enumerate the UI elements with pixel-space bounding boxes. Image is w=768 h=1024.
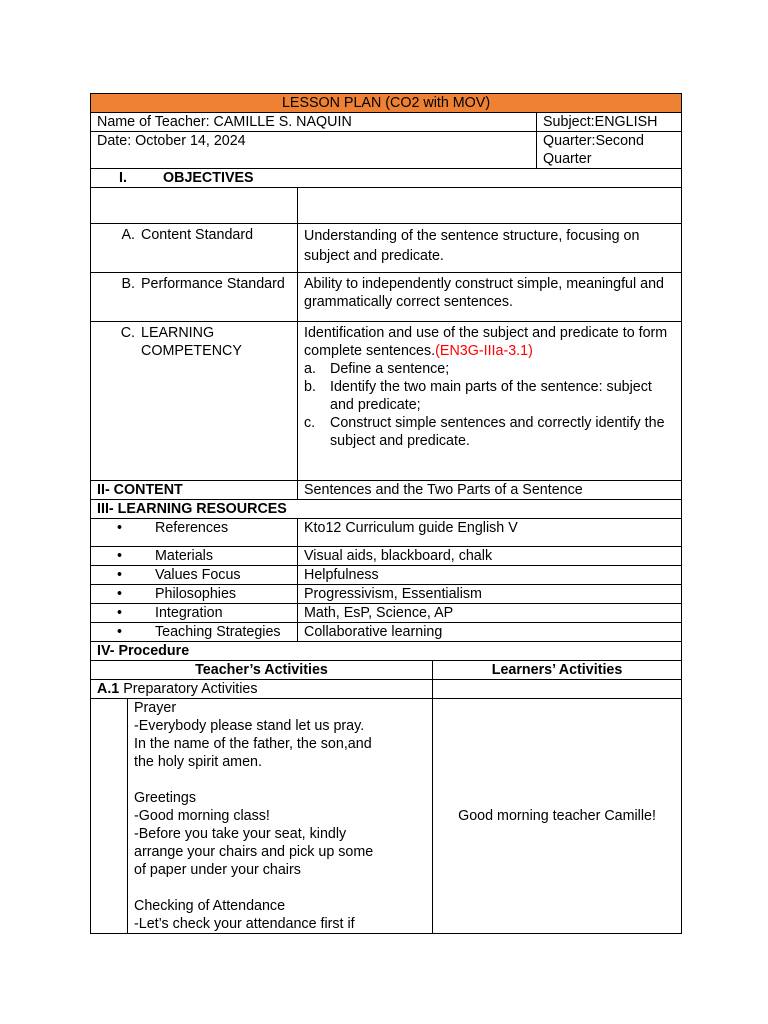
preparatory-activities: A.1 Preparatory Activities	[91, 680, 433, 699]
lesson-plan-title: LESSON PLAN (CO2 with MOV)	[91, 94, 682, 113]
competency-item: b. Identify the two main parts of the sentence: subject and predicate;	[304, 379, 652, 413]
resource-value-integration: Math, EsP, Science, AP	[298, 604, 682, 623]
teachers-activities-header: Teacher’s Activities	[91, 661, 433, 680]
learning-competency-value	[298, 322, 682, 481]
competency-code: (EN3G-IIIa-3.1)	[435, 343, 533, 359]
preparatory-learner-cell	[433, 680, 682, 699]
resource-value-philosophies: Progressivism, Essentialism	[298, 585, 682, 604]
content-standard-value: Understanding of the sentence structure, focusing on subject and predicate.	[298, 224, 682, 273]
lesson-plan-table	[90, 93, 682, 934]
resource-label-references: • References	[91, 519, 298, 547]
resource-label-integration: • Integration	[91, 604, 298, 623]
blank-cell-right	[298, 188, 682, 224]
competency-item: a. Define a sentence;	[304, 361, 450, 377]
content-value: Sentences and the Two Parts of a Sentence	[298, 481, 682, 500]
procedure-indent-cell	[91, 699, 128, 934]
resource-label-values-focus: • Values Focus	[91, 566, 298, 585]
content-standard-label: A. Content Standard	[91, 224, 298, 273]
blank-cell-left	[91, 188, 298, 224]
learners-activities-header: Learners’ Activities	[433, 661, 682, 680]
performance-standard-value: Ability to independently construct simple, meaningful and grammatically correct sentences.	[298, 273, 682, 322]
performance-standard-label: B. Performance Standard	[91, 273, 298, 322]
objectives-heading: I. OBJECTIVES	[91, 169, 682, 188]
resource-label-materials: • Materials	[91, 547, 298, 566]
resource-label-philosophies: • Philosophies	[91, 585, 298, 604]
resource-value-values-focus: Helpfulness	[298, 566, 682, 585]
resource-label-teaching-strategies: • Teaching Strategies	[91, 623, 298, 642]
teacher-name: Name of Teacher: CAMILLE S. NAQUIN	[91, 113, 537, 132]
resource-value-teaching-strategies: Collaborative learning	[298, 623, 682, 642]
teacher-activity-text: Prayer -Everybody please stand let us pray. In the name of the father, the son,and the holy spirit amen. Greetings -Good morning class! -Before you take your seat, kindly arrange your chairs and pick up some of paper under your chairs Checking of Attendance -Let’s check your attendance first if	[128, 699, 433, 934]
learning-competency-label: C. LEARNING COMPETENCY	[91, 322, 298, 481]
procedure-heading: IV- Procedure	[91, 642, 682, 661]
quarter: Quarter:Second Quarter	[537, 132, 682, 169]
competency-list	[304, 360, 675, 450]
learner-response: Good morning teacher Camille!	[433, 699, 682, 934]
competency-item: c. Construct simple sentences and correctly identify the subject and predicate.	[304, 415, 665, 449]
competency-intro: Identification and use of the subject and predicate to form complete sentences.	[304, 325, 668, 359]
lesson-date: Date: October 14, 2024	[91, 132, 537, 169]
subject: Subject:ENGLISH	[537, 113, 682, 132]
learning-resources-heading: III- LEARNING RESOURCES	[91, 500, 682, 519]
resource-value-materials: Visual aids, blackboard, chalk	[298, 547, 682, 566]
resource-value-references: Kto12 Curriculum guide English V	[298, 519, 682, 547]
content-label: II- CONTENT	[91, 481, 298, 500]
